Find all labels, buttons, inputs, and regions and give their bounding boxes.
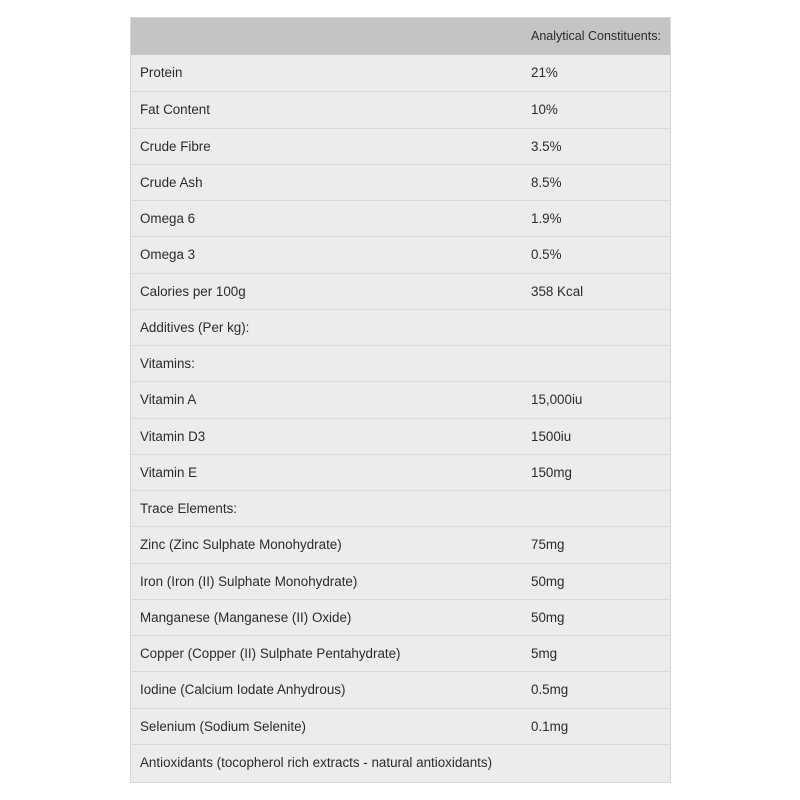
row-value: 5mg bbox=[531, 646, 558, 661]
table-row bbox=[131, 381, 670, 417]
table-row bbox=[131, 164, 670, 200]
row-value: 50mg bbox=[531, 573, 565, 589]
row-label: Iodine (Calcium Iodate Anhydrous) bbox=[140, 682, 346, 698]
row-label: Iron (Iron (II) Sulphate Monohydrate) bbox=[140, 573, 358, 589]
table-row bbox=[131, 55, 670, 91]
table-row bbox=[131, 708, 670, 744]
row-value: 0.5mg bbox=[531, 682, 569, 698]
row-value: 3.5% bbox=[531, 138, 562, 154]
table-row bbox=[131, 635, 670, 671]
table-row bbox=[131, 236, 670, 272]
table-header bbox=[131, 18, 670, 55]
row-label: Antioxidants (tocopherol rich extracts - natural antioxidants) bbox=[140, 754, 493, 770]
table-row bbox=[131, 671, 670, 707]
row-value: 0.5% bbox=[531, 247, 562, 263]
table-row bbox=[131, 345, 670, 381]
nutrition-table bbox=[130, 17, 671, 783]
table-body bbox=[131, 55, 670, 780]
row-label: Omega 3 bbox=[140, 247, 196, 263]
table-row bbox=[131, 418, 670, 454]
row-value: 150mg bbox=[531, 464, 572, 480]
row-label: Zinc (Zinc Sulphate Monohydrate) bbox=[140, 537, 342, 553]
row-label: Additives (Per kg): bbox=[140, 319, 250, 335]
row-label: Vitamins: bbox=[140, 356, 195, 371]
table-row bbox=[131, 490, 670, 526]
row-value: 1.9% bbox=[531, 211, 562, 226]
row-label: Selenium (Sodium Selenite) bbox=[140, 718, 306, 734]
table-row bbox=[131, 309, 670, 345]
table-row bbox=[131, 744, 670, 780]
row-label: Omega 6 bbox=[140, 211, 196, 226]
row-label: Copper (Copper (II) Sulphate Pentahydrate) bbox=[140, 646, 401, 661]
table-row bbox=[131, 454, 670, 490]
table-row bbox=[131, 128, 670, 164]
row-value: 358 Kcal bbox=[531, 283, 584, 299]
row-label: Crude Fibre bbox=[140, 138, 211, 154]
table-row bbox=[131, 526, 670, 562]
row-value: 10% bbox=[531, 102, 558, 118]
row-value: 50mg bbox=[531, 609, 565, 625]
table-row bbox=[131, 563, 670, 599]
row-value: 15,000iu bbox=[531, 392, 583, 408]
row-value: 75mg bbox=[531, 537, 565, 553]
row-label: Manganese (Manganese (II) Oxide) bbox=[140, 609, 352, 625]
row-label: Crude Ash bbox=[140, 174, 203, 190]
row-label: Vitamin A bbox=[140, 392, 197, 408]
table-row bbox=[131, 91, 670, 127]
row-value: 8.5% bbox=[531, 174, 562, 190]
row-label: Vitamin D3 bbox=[140, 428, 206, 444]
row-value: 0.1mg bbox=[531, 718, 569, 734]
table-row bbox=[131, 599, 670, 635]
header-analytical-constituents: Analytical Constituents: bbox=[531, 29, 661, 43]
row-value: 21% bbox=[531, 65, 558, 80]
row-label: Vitamin E bbox=[140, 464, 198, 480]
row-label: Trace Elements: bbox=[140, 501, 237, 516]
table-row bbox=[131, 200, 670, 236]
table-row bbox=[131, 273, 670, 309]
row-label: Fat Content bbox=[140, 102, 210, 118]
row-label: Calories per 100g bbox=[140, 283, 246, 299]
row-value: 1500iu bbox=[531, 428, 572, 444]
row-label: Protein bbox=[140, 65, 183, 80]
